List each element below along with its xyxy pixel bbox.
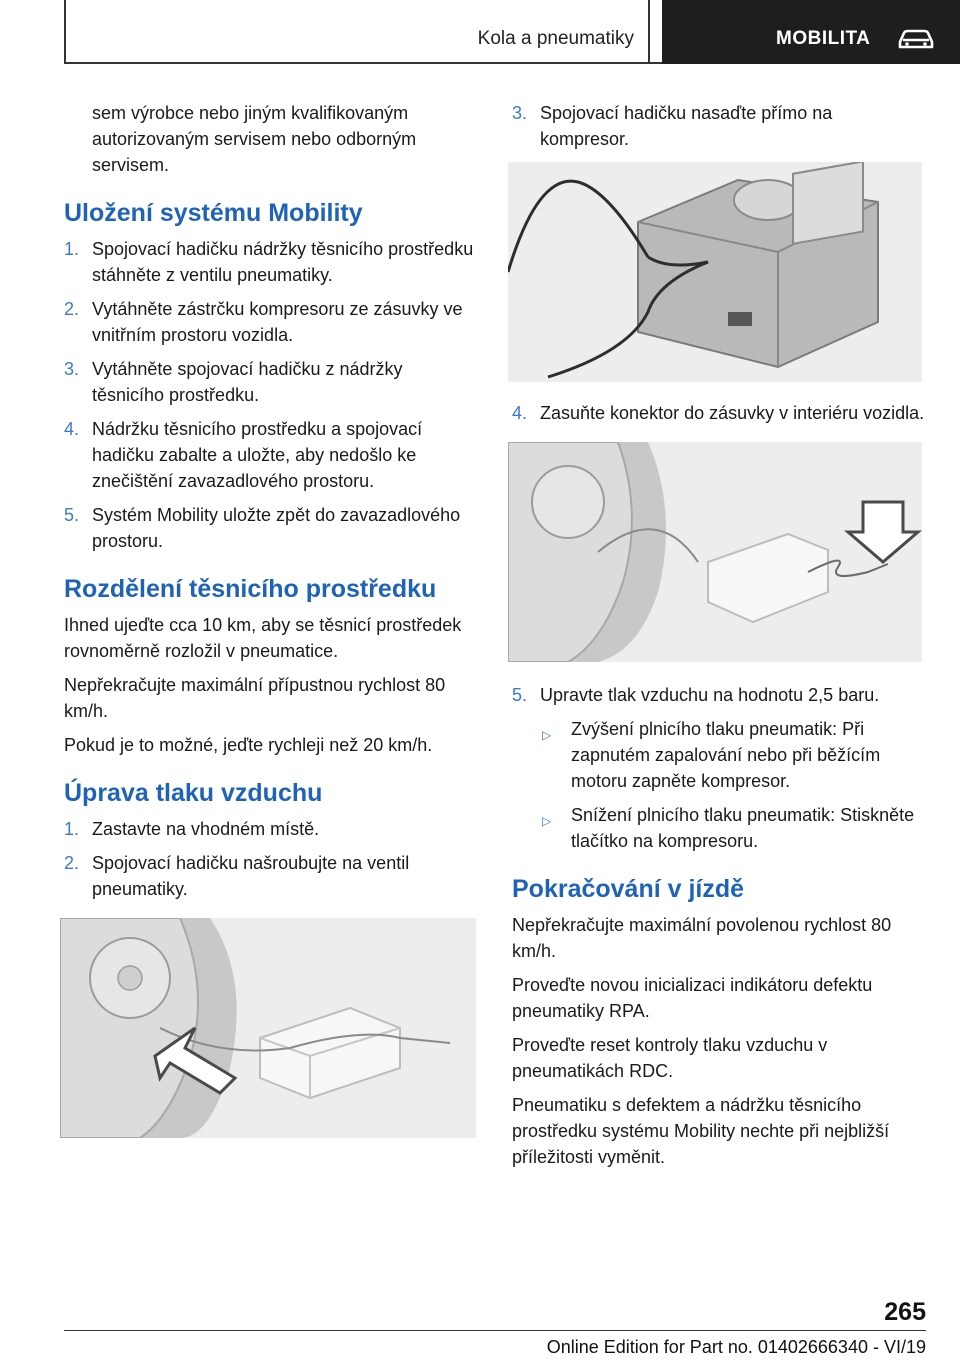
step-text: Nádržku těsnicího prostředku a spojovací hadičku zabalte a uložte, aby nedošlo ke znečištění zavazadlového prostoru. (92, 419, 423, 491)
step-number: 2. (64, 299, 80, 319)
list-item (512, 100, 926, 152)
triangle-bullet-icon: ▷ (542, 728, 552, 742)
socket-illustration (508, 442, 922, 662)
step-text: Systém Mobility uložte zpět do zavazadlového prostoru. (92, 505, 461, 551)
list-item (64, 296, 476, 348)
step-text: Vytáhněte zástrčku kompresoru ze zásuvky ve vnitřním prostoru vozidla. (92, 299, 463, 345)
step-number: 4. (512, 403, 528, 423)
step-number: 3. (512, 103, 528, 123)
step-number: 5. (64, 505, 80, 525)
list-item (64, 850, 476, 902)
step-number: 5. (512, 685, 528, 705)
step4-list (512, 400, 926, 426)
list-item (64, 356, 476, 408)
distribution-para-2: Nepřekračujte maximální přípustnou rychlost 80 km/h. (64, 675, 446, 721)
header-section-title: Kola a pneumatiky (477, 28, 634, 49)
step-text: Zasuňte konektor do zásuvky v interiéru vozidla. (540, 403, 925, 423)
list-item (512, 682, 926, 854)
distribution-para-1: Ihned ujeďte cca 10 km, aby se těsnicí prostředek rovnoměrně rozložil v pneumatice. (64, 615, 462, 661)
pressure-steps (64, 816, 476, 902)
list-item (64, 502, 476, 554)
list-item (64, 236, 476, 288)
continue-para-4: Pneumatiku s defektem a nádržku těsnicího prostředku systému Mobility nechte při nejbližší příležitosti vyměnit. (512, 1095, 890, 1167)
left-column (64, 100, 476, 1138)
step-text: Zastavte na vhodném místě. (92, 819, 320, 839)
valve-illustration (60, 918, 476, 1138)
step-text: Upravte tlak vzduchu na hodnotu 2,5 baru. (540, 685, 880, 705)
list-item (540, 802, 926, 854)
step3-list (512, 100, 926, 152)
triangle-bullet-icon: ▷ (542, 814, 552, 828)
step-number: 1. (64, 819, 80, 839)
page-number: 265 (884, 1298, 926, 1326)
car-icon (896, 28, 936, 50)
step-text: Spojovací hadičku nádržky těsnicího prostředku stáhněte z ventilu pneumatiky. (92, 239, 474, 285)
heading-storage: Uložení systému Mobility (64, 199, 363, 227)
list-item (540, 716, 926, 794)
step-number: 2. (64, 853, 80, 873)
step-number: 3. (64, 359, 80, 379)
step-text: Spojovací hadičku našroubujte na ventil pneumatiky. (92, 853, 410, 899)
figure-socket-connection (508, 442, 922, 662)
header-rule-mid (648, 0, 650, 64)
header-rule-left (64, 0, 66, 64)
step-number: 4. (64, 419, 80, 439)
heading-distribution: Rozdělení těsnicího prostředku (64, 575, 437, 603)
header-chapter-label: MOBILITA (776, 28, 871, 49)
list-item (512, 400, 926, 426)
step-number: 1. (64, 239, 80, 259)
sub-text: Snížení plnicího tlaku pneumatik: Stiskněte tlačítko na kompresoru. (571, 805, 915, 851)
edition-info: Online Edition for Part no. 01402666340 - VI/19 (546, 1337, 926, 1357)
figure-compressor-hose (508, 162, 922, 382)
figure-valve-connection (60, 918, 476, 1138)
step5-list (512, 682, 926, 854)
continue-para-1: Nepřekračujte maximální povolenou rychlost 80 km/h. (512, 915, 892, 961)
storage-steps (64, 236, 476, 554)
pressure-sub-list (540, 716, 926, 854)
distribution-para-3: Pokud je to možné, jeďte rychleji než 20 km/h. (64, 735, 433, 755)
list-item (64, 416, 476, 494)
continue-para-2: Proveďte novou inicializaci indikátoru defektu pneumatiky RPA. (512, 975, 873, 1021)
heading-pressure: Úprava tlaku vzduchu (64, 779, 323, 807)
heading-continue: Pokračování v jízdě (512, 875, 745, 903)
header-rule-bottom (64, 62, 662, 64)
step-text: Spojovací hadičku nasaďte přímo na kompresor. (540, 103, 833, 149)
footer-rule (64, 1330, 926, 1331)
compressor-illustration (508, 162, 922, 382)
list-item (64, 816, 476, 842)
header-chapter-tab[interactable] (662, 0, 960, 64)
step-text: Vytáhněte spojovací hadičku z nádržky těsnicího prostředku. (92, 359, 403, 405)
sub-text: Zvýšení plnicího tlaku pneumatik: Při zapnutém zapalování nebo při běžícím motoru zapněte kompresor. (571, 719, 881, 791)
continue-para-3: Proveďte reset kontroly tlaku vzduchu v pneumatikách RDC. (512, 1035, 828, 1081)
intro-text: sem výrobce nebo jiným kvalifikovaným autorizovaným servisem nebo odborným servisem. (92, 103, 417, 175)
right-column (512, 100, 926, 1178)
